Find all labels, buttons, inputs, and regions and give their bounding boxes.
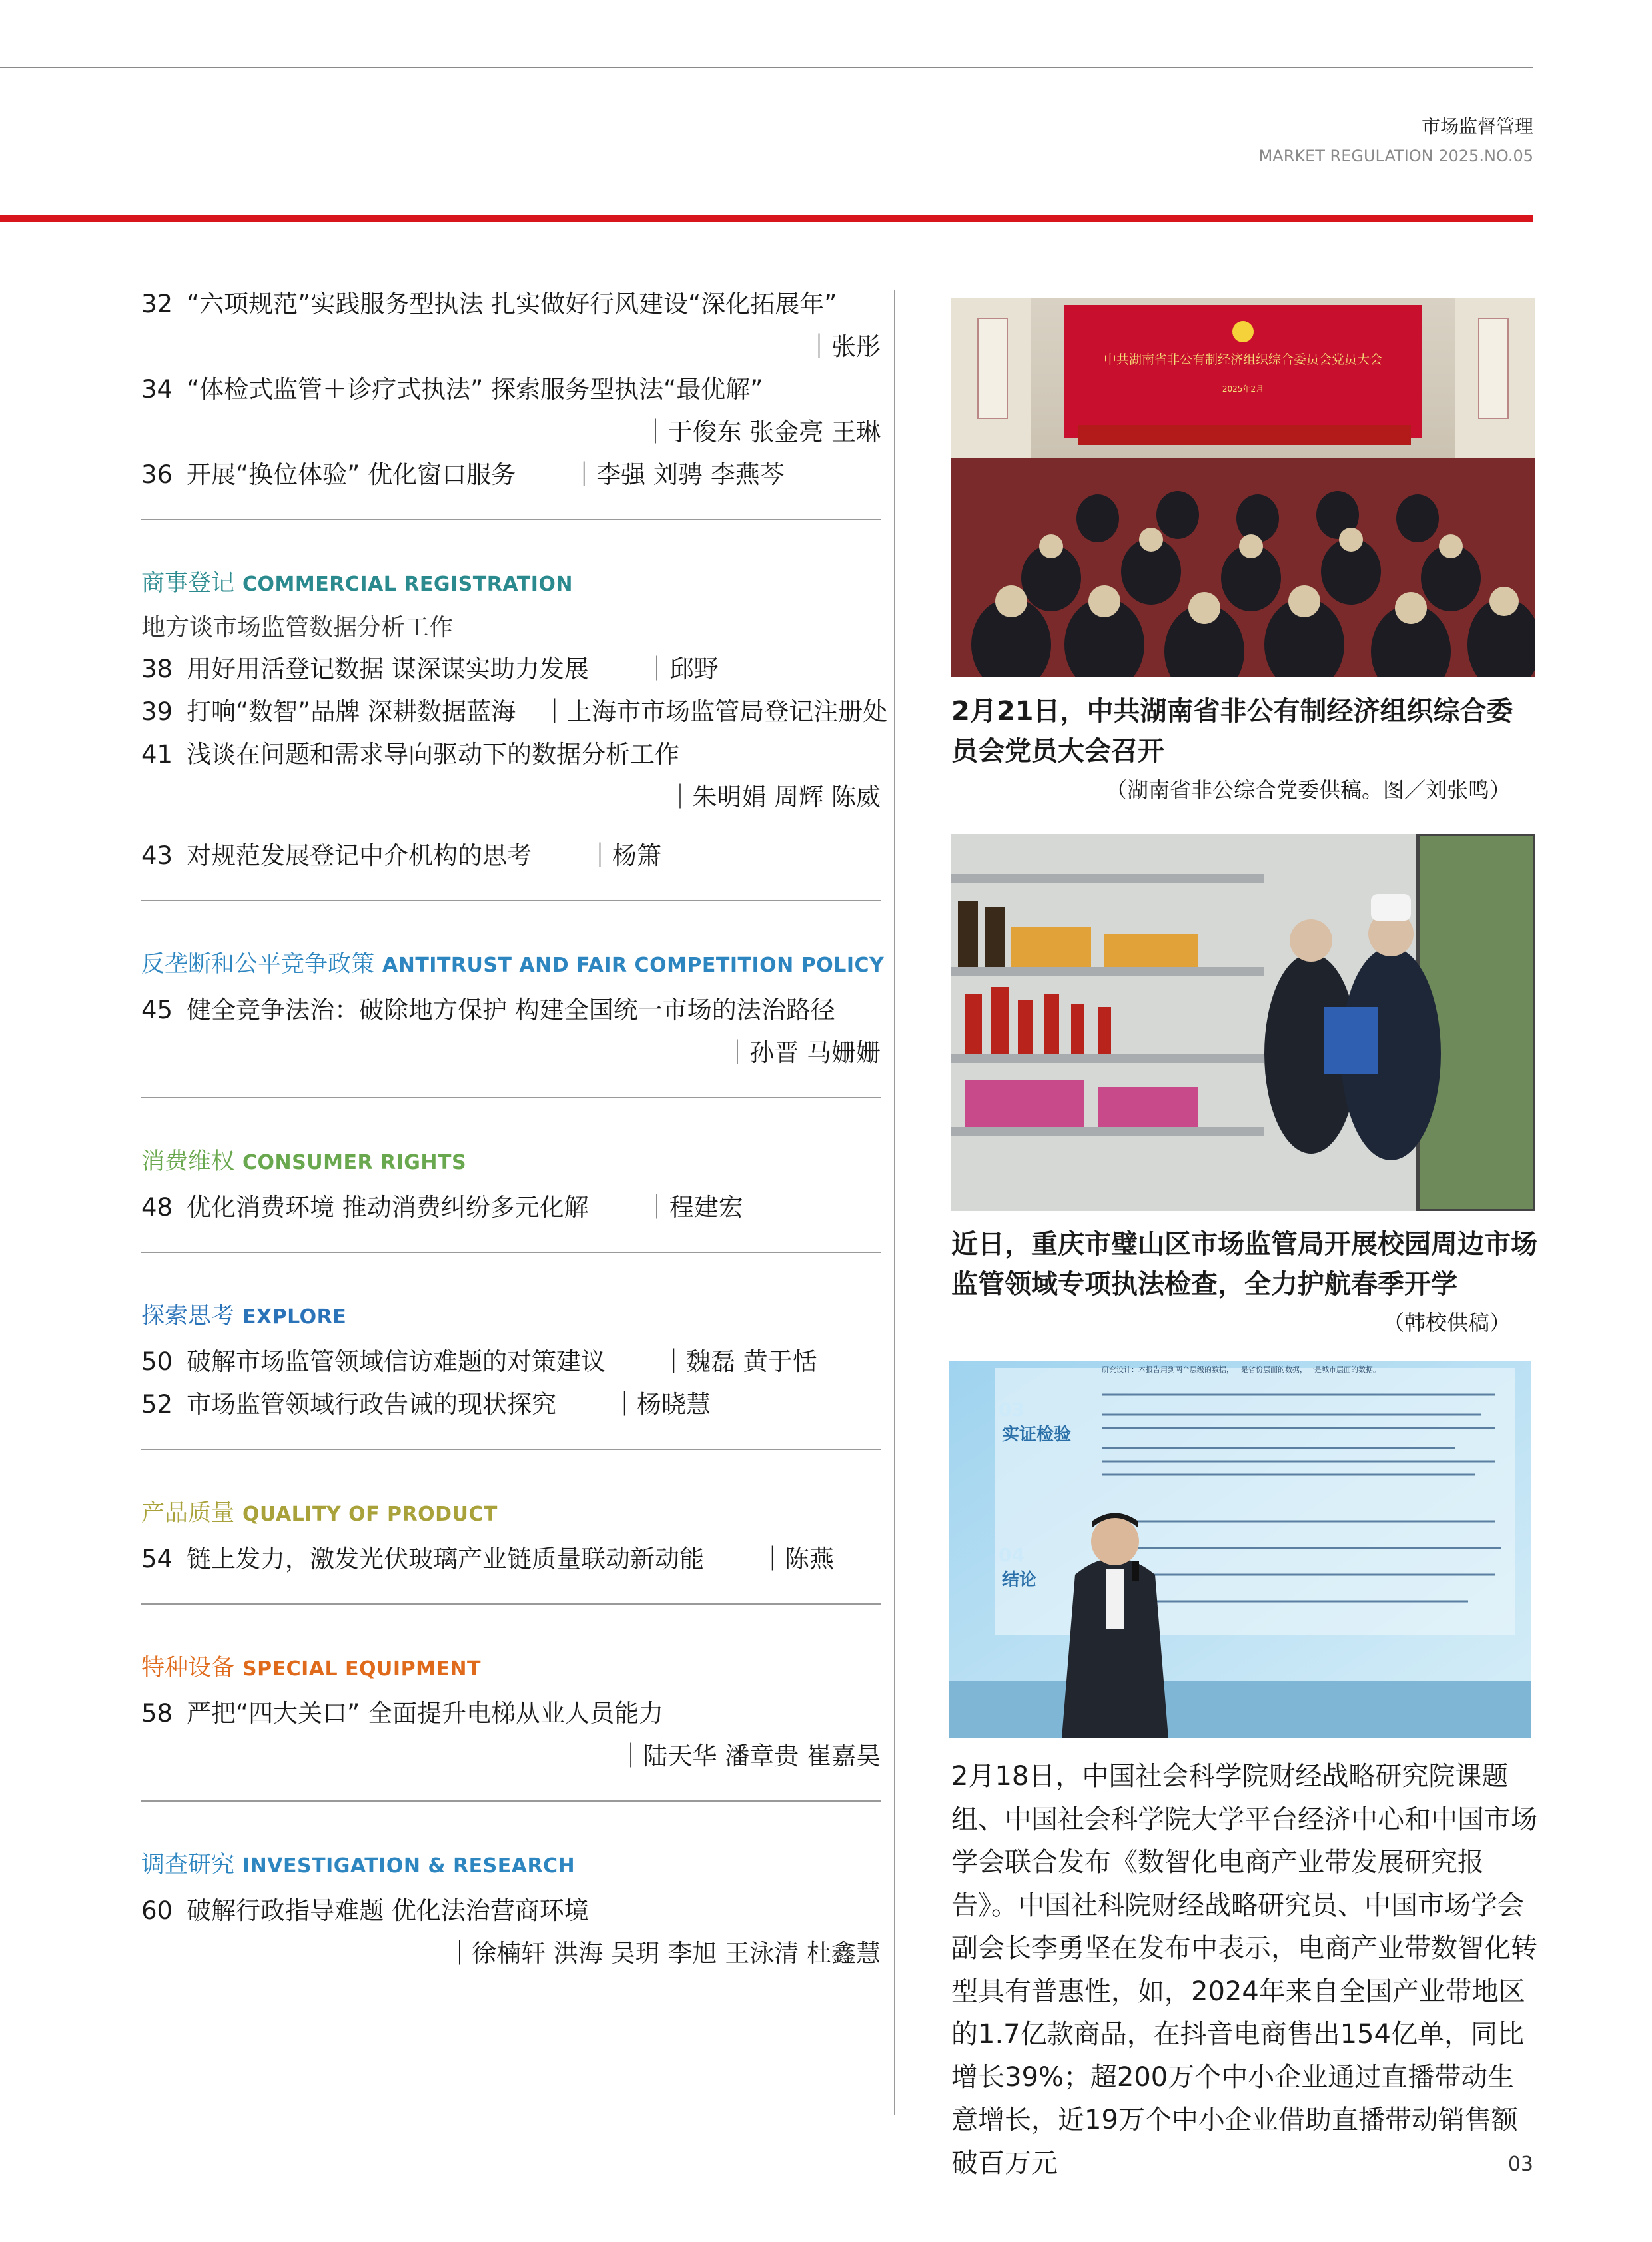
entry-title: 优化消费环境 推动消费纠纷多元化解 [187,1193,589,1222]
page-number: 50 [141,1347,173,1376]
table-of-contents [141,283,888,1975]
photo-caption: 近日，重庆市璧山区市场监管局开展校园周边市场监管领域专项执法检查，全力护航春季开学 （韩校供稿） [951,1224,1537,1341]
toc-entry[interactable] [141,648,881,691]
screen-number: 03 [999,1399,1025,1421]
toc-entry[interactable] [141,368,881,411]
section-divider [141,900,881,901]
toc-entry[interactable] [141,1538,881,1581]
page-number: 48 [141,1193,173,1222]
page-number: 60 [141,1896,173,1925]
section-divider [141,1800,881,1802]
section-heading-special-equipment: 特种设备 SPECIAL EQUIPMENT [141,1655,481,1681]
entry-title: 严把“四大关口” 全面提升电梯从业人员能力 [187,1699,664,1728]
section-divider [141,1252,881,1253]
journal-name-cn: 市场监督管理 [1421,115,1533,137]
entry-authors: ｜上海市市场监管局登记注册处 [542,697,888,726]
section-heading-commercial-registration: 商事登记 COMMERCIAL REGISTRATION [141,570,573,597]
toc-entry[interactable] [141,1890,881,1932]
screen-label: 实证检验 [1002,1425,1072,1445]
entry-title: 破解行政指导难题 优化法治营商环境 [187,1896,589,1925]
report-release-photo [949,1361,1531,1738]
entry-authors: ｜陆天华 潘章贵 崔嘉昊 [618,1742,881,1770]
page-number: 36 [141,460,173,489]
toc-entry[interactable] [141,1692,881,1735]
photo-credit: （韩校供稿） [1382,1310,1511,1335]
entry-title: “体检式监管＋诊疗式执法” 探索服务型执法“最优解” [187,375,763,404]
entry-authors: ｜李强 刘骋 李燕芩 [572,460,785,489]
section-heading-quality-of-product: 产品质量 QUALITY OF PRODUCT [141,1500,498,1527]
photo-credit: （湖南省非公综合党委供稿。图／刘张鸣） [1105,777,1511,803]
screen-label: 结论 [1002,1570,1037,1590]
entry-title: 破解市场监管领域信访难题的对策建议 [187,1347,606,1376]
section-heading-antitrust: 反垄断和公平竞争政策 ANTITRUST AND FAIR COMPETITION POLICY [141,951,885,978]
page-number: 54 [141,1545,173,1573]
toc-entry[interactable] [141,989,881,1032]
page-number: 39 [141,697,173,726]
entry-title: 对规范发展登记中介机构的思考 [187,841,532,870]
banner-date: 2025年2月 [1222,384,1264,394]
entry-authors: ｜孙晋 马姗姗 [725,1038,881,1067]
entry-authors: ｜魏磊 黄于恬 [661,1347,817,1376]
entry-authors: ｜程建宏 [644,1193,743,1222]
toc-entry[interactable] [141,733,881,776]
page-number: 58 [141,1699,173,1728]
toc-entry[interactable] [141,835,881,877]
section-divider [141,519,881,520]
page-number-footer: 03 [1507,2153,1533,2176]
column-divider [894,290,895,2115]
toc-entry[interactable] [141,1341,881,1383]
entry-authors: ｜于俊东 张金亮 王琳 [643,418,881,446]
meeting-photo [951,298,1535,677]
entry-authors: ｜徐楠轩 洪海 吴玥 李旭 王泳清 杜鑫慧 [447,1939,881,1968]
entry-authors: ｜邱野 [644,655,719,683]
screen-title: 研究设计：本报告用到两个层级的数据，一是省份层面的数据，一是城市层面的数据。 [1102,1365,1380,1374]
entry-authors: ｜朱明娟 周辉 陈威 [667,783,881,811]
section-divider [141,1603,881,1605]
entry-title: 链上发力，激发光伏玻璃产业链质量联动新动能 [187,1545,704,1573]
entry-title: “六项规范”实践服务型执法 扎实做好行风建设“深化拓展年” [187,290,837,318]
banner-text: 中共湖南省非公有制经济组织综合委员会党员大会 [1103,352,1383,367]
page-number: 32 [141,290,173,318]
entry-authors: ｜张彤 [807,332,881,361]
entry-title: 浅谈在问题和需求导向驱动下的数据分析工作 [187,740,679,769]
section-divider [141,1449,881,1450]
section-heading-investigation-research: 调查研究 INVESTIGATION & RESEARCH [141,1852,576,1878]
entry-title: 市场监管领域行政告诫的现状探究 [187,1390,556,1419]
toc-entry[interactable] [141,454,881,496]
toc-entry[interactable] [141,1383,881,1426]
photo-caption: 2月21日，中共湖南省非公有制经济组织综合委员会党员大会召开 （湖南省非公综合党委供稿。图／刘张鸣） [951,691,1537,809]
top-rule [0,67,1533,68]
page-number: 41 [141,740,173,769]
entry-title: 健全竞争法治：破除地方保护 构建全国统一市场的法治路径 [187,996,835,1024]
toc-entry[interactable] [141,1186,881,1229]
page-number: 38 [141,655,173,683]
entry-title: 开展“换位体验” 优化窗口服务 [187,460,516,489]
section-subtitle: 地方谈市场监管数据分析工作 [141,614,454,641]
masthead [1259,113,1533,168]
journal-name-en: MARKET REGULATION 2025.NO.05 [1258,147,1533,165]
page-number: 43 [141,841,173,870]
page-number: 34 [141,375,173,404]
red-header-rule [0,215,1533,222]
entry-title: 用好用活登记数据 谋深谋实助力发展 [187,655,589,683]
screen-number: 04 [999,1544,1025,1566]
entry-title: 打响“数智”品牌 深耕数据蓝海 [187,697,516,726]
section-heading-consumer-rights: 消费维权 CONSUMER RIGHTS [141,1148,467,1175]
entry-authors: ｜陈燕 [760,1545,834,1573]
entry-authors: ｜杨晓慧 [612,1390,711,1419]
section-heading-explore: 探索思考 EXPLORE [141,1303,347,1329]
page-number: 52 [141,1390,173,1419]
entry-authors: ｜杨箫 [588,841,661,870]
report-caption: 2月18日，中国社会科学院财经战略研究院课题组、中国社会科学院大学平台经济中心和中国市场学会联合发布《数智化电商产业带发展研究报告》。中国社科院财经战略研究员、中国市场学会副会长李勇坚在发布中表示，电商产业带数智化转型具有普惠性，如，2024年来自全国产业带地区的1.7亿款商品，在抖音电商售出154亿单，同比增长39%；超200万个中小企业通过直播带动生意增长，近19万个中小企业借助直播带动销售额破百万元 [951,1761,1537,2179]
page-number: 45 [141,996,173,1024]
toc-entry[interactable] [141,691,888,733]
inspection-photo [951,834,1535,1211]
section-divider [141,1097,881,1098]
toc-entry[interactable] [141,283,881,326]
